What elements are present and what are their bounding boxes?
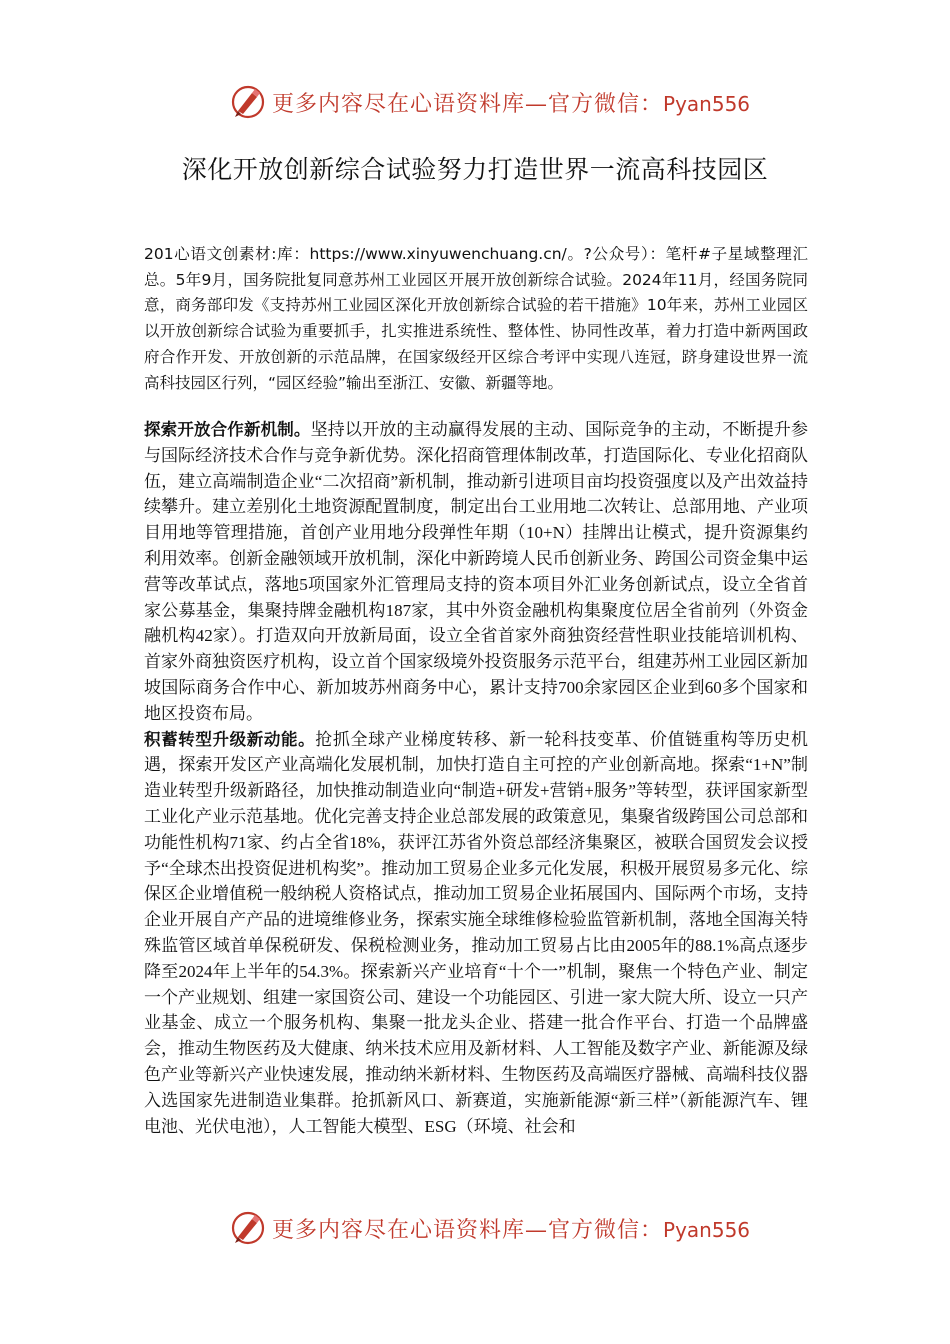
section-heading: 探索开放合作新机制。 <box>144 420 311 439</box>
pen-logo-icon <box>230 1210 266 1246</box>
header-banner[interactable] <box>230 82 750 122</box>
banner-text: 更多内容尽在心语资料库—官方微信： <box>272 1217 664 1243</box>
intro-paragraph: 201心语文创素材:库：https://www.xinyuwenchuang.cn/。?公众号）：笔杆#子星域整理汇总。5年9月，国务院批复同意苏州工业园区开展开放创新综合试验。2024年11月，经国务院同意，商务部印发《支持苏州工业园区深化开放创新综合试验的若干措施》10年来，苏州工业园区以开放创新综合试验为重要抓手，扎实推进系统性、整体性、协同性改革，着力打造中新两国政府合作开发、开放创新的示范品牌，在国家级经开区综合考评中实现八连冠，跻身建设世界一流高科技园区行列，“园区经验”输出至浙江、安徽、新疆等地。 <box>144 245 808 392</box>
section-heading: 积蓄转型升级新动能。 <box>144 729 316 749</box>
section-text: 抢抓全球产业梯度转移、新一轮科技变革、价值链重构等历史机遇，探索开发区产业高端化发展机制，加快打造自主可控的产业创新高地。探索“1+N”制造业转型升级新路径，加快推动制造业向“制造+研发+营销+服务”等转型，获评国家新型工业化产业示范基地。优化完善支持企业总部发展的政策意见，集聚省级跨国公司总部和功能性机构71家、约占全省18%，获评江苏省外资总部经济集聚区，被联合国贸发会议授予“全球杰出投资促进机构奖”。推动加工贸易企业多元化发展，积极开展贸易多元化、综保区企业增值税一般纳税人资格试点，推动加工贸易企业拓展国内、国际两个市场，支持企业开展自产产品的进境维修业务，探索实施全球维修检验监管新机制，落地全国海关特殊监管区域首单保税研发、保税检测业务，推动加工贸易占比由2005年的88.1%高点逐步降至2024年上半年的54.3%。探索新兴产业培育“十个一”机制，聚焦一个特色产业、制定一个产业规划、组建一家国资公司、建设一个功能园区、引进一家大院大所、设立一只产业基金、成立一个服务机构、集聚一批龙头企业、搭建一批合作平台、打造一个品牌盛会，推动生物医药及大健康、纳米技术应用及新材料、人工智能及数字产业、新能源及绿色产业等新兴产业快速发展，推动纳米新材料、生物医药及高端医疗器械、高端科技仪器入选国家先进制造业集群。抢抓新风口、新赛道，实施新能源“新三样”（新能源汽车、锂电池、光伏电池），人工智能大模型、ESG（环境、社会和 <box>144 729 809 1136</box>
wechat-id: Pyan556 <box>663 1217 751 1242</box>
section-text: 坚持以开放的主动赢得发展的主动、国际竞争的主动，不断提升参与国际经济技术合作与竞争新优势。深化招商管理体制改革，打造国际化、专业化招商队伍，建立高端制造企业“二次招商”新机制，推动新引进项目亩均投资强度以及产出效益持续攀升。建立差别化土地资源配置制度，制定出台工业用地二次转让、总部用地、产业项目用地等管理措施，首创产业用地分段弹性年期（10+N）挂牌出让模式，提升资源集约利用效率。创新金融领域开放机制，深化中新跨境人民币创新业务、跨国公司资金集中运营等改革试点，落地5项国家外汇管理局支持的资本项目外汇业务创新试点，设立全省首家公募基金，集聚持牌金融机构187家，其中外资金融机构集聚度位居全省前列（外资金融机构42家）。打造双向开放新局面，设立全省首家外商独资经营性职业技能培训机构、首家外商独资医疗机构，设立首个国家级境外投资服务示范平台，组建苏州工业园区新加坡国际商务合作中心、新加坡苏州商务中心，累计支持700余家园区企业到60多个国家和地区投资布局。 <box>144 420 809 723</box>
page-title: 深化开放创新综合试验努力打造世界一流高科技园区 <box>181 155 769 184</box>
banner-text: 更多内容尽在心语资料库—官方微信： <box>272 91 664 117</box>
article-body <box>144 417 808 1139</box>
footer-banner[interactable] <box>230 1208 750 1248</box>
section-paragraph <box>144 727 808 1140</box>
section-paragraph <box>144 417 808 727</box>
pen-logo-icon <box>230 84 266 120</box>
wechat-id: Pyan556 <box>663 91 751 116</box>
